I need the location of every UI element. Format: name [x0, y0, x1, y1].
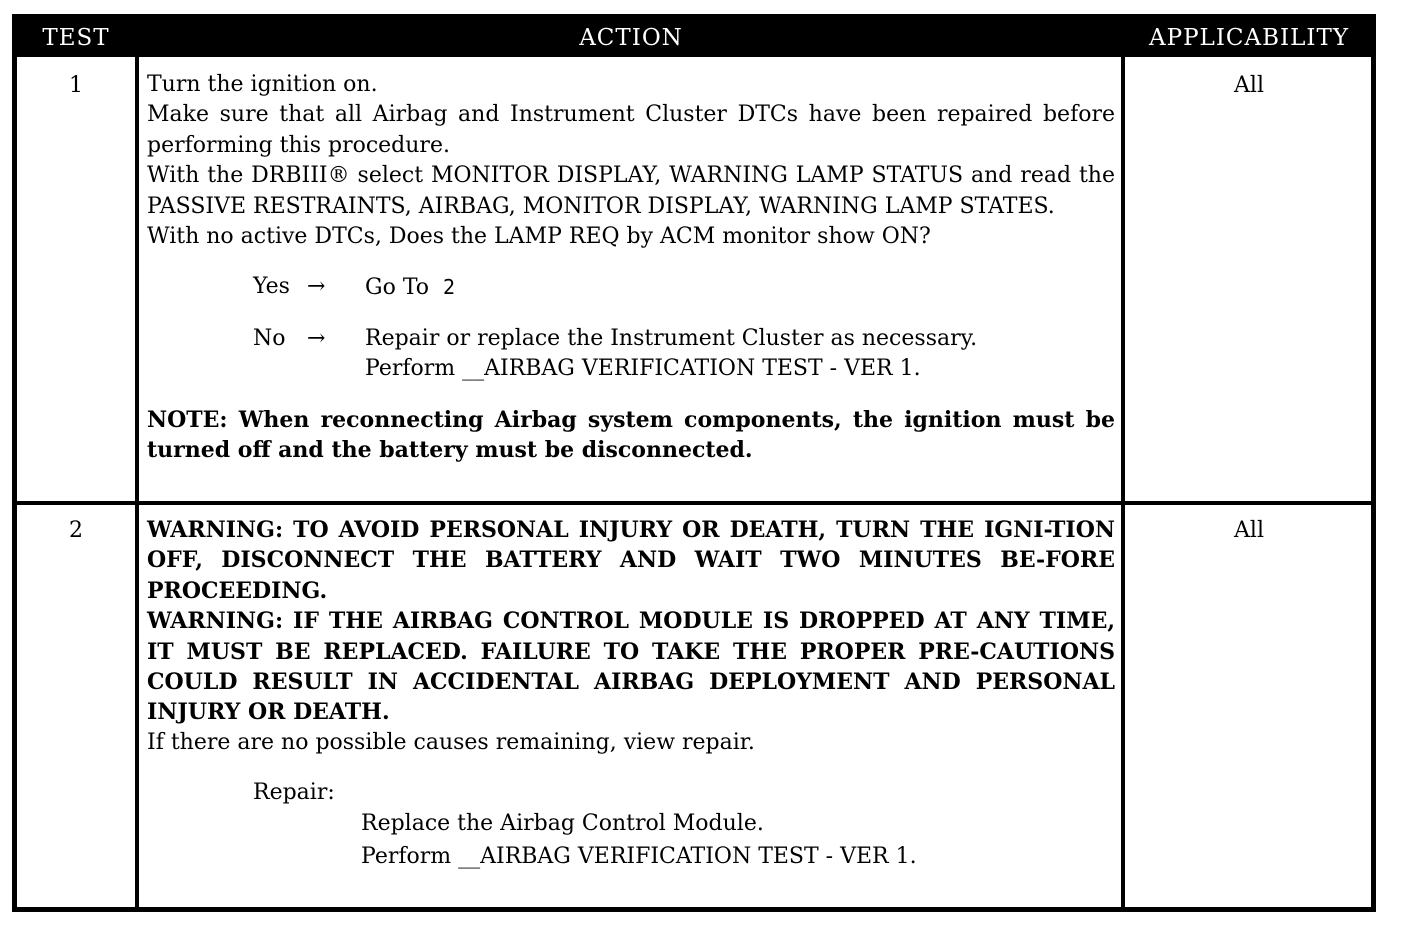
yes-branch — [253, 272, 1115, 303]
repair-label: Repair: — [253, 780, 335, 806]
repair-instruction: Replace the Airbag Control Module. — [361, 810, 764, 836]
action-step: If there are no possible causes remaining, view repair. — [147, 729, 755, 755]
arrow-right-icon: → — [307, 274, 326, 300]
header-test: TEST — [42, 25, 110, 51]
column-divider — [135, 57, 139, 907]
table-header — [17, 19, 1371, 57]
row-2-applicability: All — [1234, 518, 1264, 543]
arrow-right-icon: → — [307, 325, 326, 351]
action-question: With no active DTCs, Does the LAMP REQ by ACM monitor show ON? — [147, 224, 931, 250]
verification-link[interactable]: Perform __AIRBAG VERIFICATION TEST - VER 1. — [365, 356, 921, 382]
yes-label: Yes — [253, 274, 290, 300]
note-text: NOTE: When reconnecting Airbag system components, the ignition must be turned off and the battery must be disconnected. — [147, 406, 1115, 464]
row-1-action — [147, 70, 1115, 465]
goto-text: Go To — [365, 275, 430, 301]
no-label: No — [253, 325, 286, 351]
warning-text: WARNING: TO AVOID PERSONAL INJURY OR DEATH, TURN THE IGNI-TION OFF, DISCONNECT THE BATTERY AND WAIT TWO MINUTES BE-FORE PROCEEDING. — [147, 517, 1115, 604]
header-action: ACTION — [579, 25, 683, 51]
column-divider — [1121, 57, 1125, 907]
test-table — [12, 14, 1376, 912]
verification-link[interactable]: Perform __AIRBAG VERIFICATION TEST - VER 1. — [361, 844, 917, 870]
row-1-applicability: All — [1234, 73, 1264, 98]
row-2-action — [147, 515, 1115, 872]
row-1-test-number: 1 — [69, 73, 83, 98]
no-instruction: Repair or replace the Instrument Cluster as necessary. — [365, 325, 978, 351]
action-step: With the DRBIII® select MONITOR DISPLAY, WARNING LAMP STATUS and read the PASSIVE RESTRAINTS, AIRBAG, MONITOR DISPLAY, WARNING LAMP STATES. — [147, 163, 1115, 219]
row-divider — [17, 501, 1371, 505]
no-branch — [253, 324, 1115, 385]
warning-text: WARNING: IF THE AIRBAG CONTROL MODULE IS DROPPED AT ANY TIME, IT MUST BE REPLACED. FAILURE TO TAKE THE PROPER PRE-CAUTIONS COULD RESULT IN ACCIDENTAL AIRBAG DEPLOYMENT AND PERSONAL INJURY OR DEATH. — [147, 608, 1115, 726]
goto-step-link[interactable]: 2 — [443, 275, 456, 300]
action-step: Turn the ignition on. — [147, 72, 378, 97]
action-step: Make sure that all Airbag and Instrument Cluster DTCs have been repaired before performing this procedure. — [147, 102, 1115, 158]
header-applicability: APPLICABILITY — [1149, 25, 1349, 51]
row-2-test-number: 2 — [69, 518, 83, 543]
